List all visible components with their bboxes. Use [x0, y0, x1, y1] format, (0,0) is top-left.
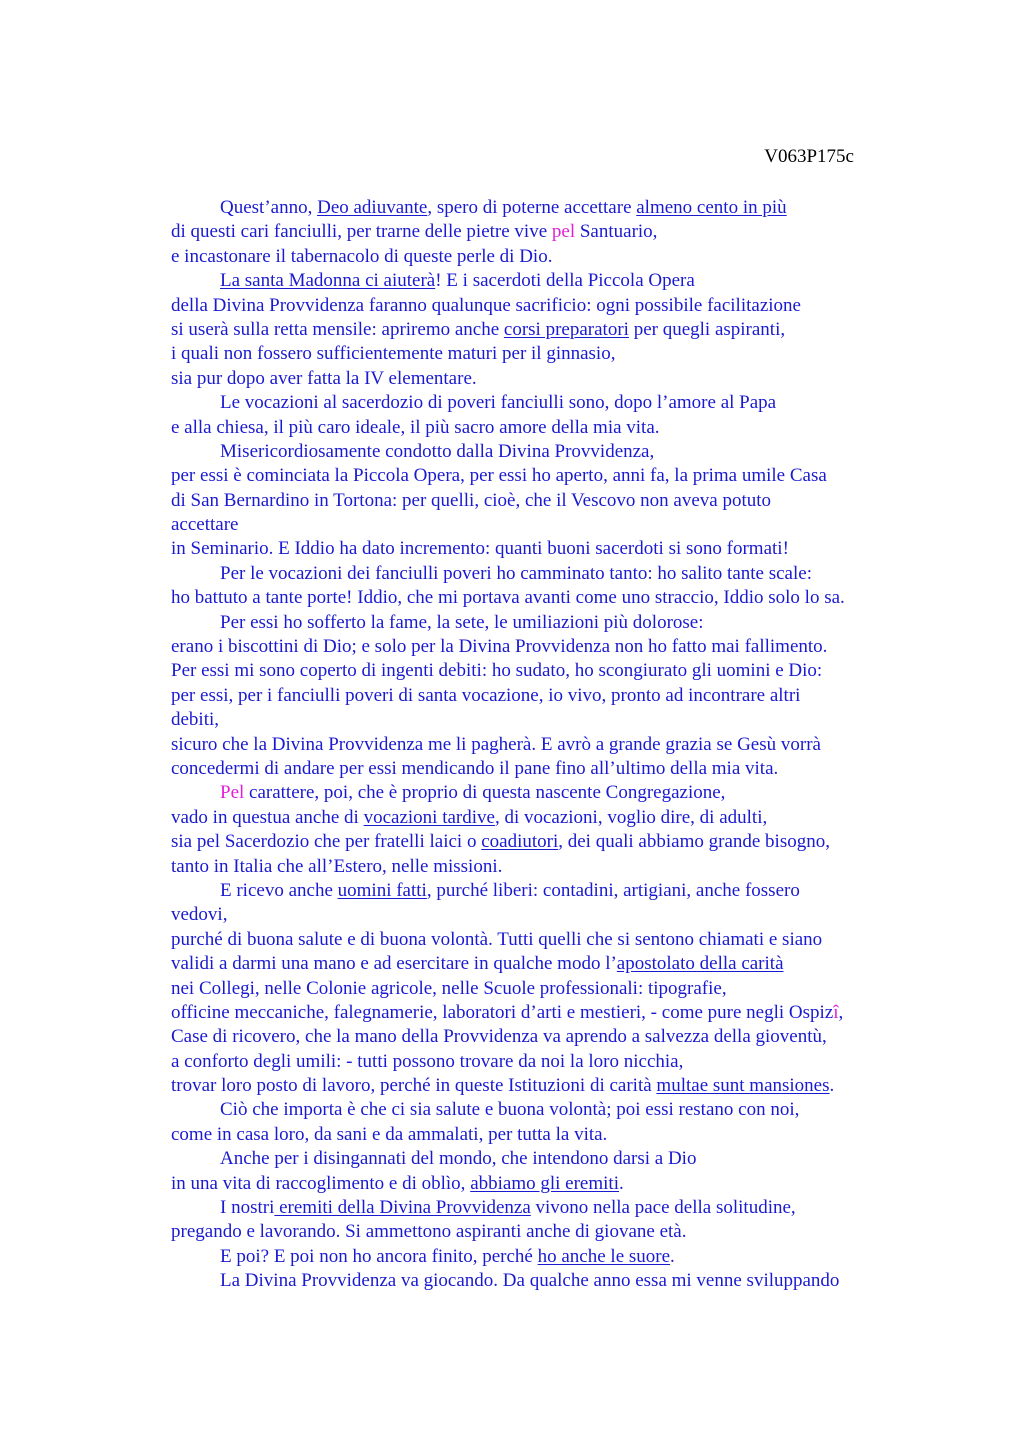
text-segment: Anche per i disingannati del mondo, che intendono darsi a Dio [220, 1148, 697, 1170]
text-line [171, 806, 931, 830]
text-segment: per essi è cominciata la Piccola Opera, per essi ho aperto, anni fa, la prima umile Casa [171, 465, 827, 487]
text-line [171, 416, 931, 440]
text-segment: in Seminario. E Iddio ha dato incremento: quanti buoni sacerdoti si sono formati! [171, 538, 789, 560]
text-segment: debiti, [171, 709, 220, 731]
text-line [171, 659, 931, 683]
text-line [171, 1220, 931, 1244]
text-line [171, 830, 931, 854]
text-segment: di questi cari fanciulli, per trarne delle pietre vive [171, 221, 552, 243]
highlighted-word: pel [551, 221, 576, 243]
text-line [171, 635, 931, 659]
text-segment: validi a darmi una mano e ad esercitare in qualche modo l’ [171, 953, 617, 975]
text-segment: . [618, 1172, 624, 1194]
text-line [171, 318, 931, 342]
underlined-phrase: apostolato della carità [616, 953, 784, 975]
highlighted-word: î [833, 1001, 839, 1023]
text-line [171, 1098, 931, 1122]
text-line [171, 1196, 931, 1220]
text-segment: ho battuto a tante porte! Iddio, che mi portava avanti come uno straccio, Iddio solo lo sa. [171, 587, 845, 609]
text-line [171, 1245, 931, 1269]
text-line [171, 1147, 931, 1171]
text-segment: accettare [171, 514, 239, 536]
text-segment: vado in questua anche di [171, 806, 364, 828]
text-segment: pregando e lavorando. Si ammettono aspiranti anche di giovane età. [171, 1221, 687, 1243]
text-segment: Quest’anno, [220, 197, 318, 218]
text-line [171, 928, 931, 952]
text-line [171, 757, 931, 781]
text-segment: , purché liberi: contadini, artigiani, anche fossero [426, 879, 800, 901]
text-segment: I nostri [220, 1197, 275, 1219]
text-segment: Per essi mi sono coperto di ingenti debiti: ho sudato, ho scongiurato gli uomini e Dio: [171, 660, 823, 682]
underlined-phrase: corsi preparatori [503, 318, 629, 340]
text-segment: purché di buona salute e di buona volontà. Tutti quelli che si sentono chiamati e siano [171, 928, 823, 950]
text-line [171, 1123, 931, 1147]
text-line [171, 562, 931, 586]
underlined-phrase: La santa Madonna ci aiuterà [220, 270, 436, 292]
text-line [171, 294, 931, 318]
text-line [171, 342, 931, 366]
text-segment: Per le vocazioni dei fanciulli poveri ho camminato tanto: ho salito tante scale: [220, 562, 812, 584]
text-segment: Misericordiosamente condotto dalla Divina Provvidenza, [220, 440, 655, 462]
text-segment: . [829, 1075, 835, 1097]
text-segment: nei Collegi, nelle Colonie agricole, nelle Scuole professionali: tipografie, [171, 977, 727, 999]
text-segment: e alla chiesa, il più caro ideale, il più sacro amore della mia vita. [171, 416, 660, 438]
underlined-phrase: abbiamo gli eremiti [470, 1172, 619, 1194]
text-segment: a conforto degli umili: - tutti possono trovare da noi la loro nicchia, [171, 1050, 684, 1072]
text-line [171, 513, 931, 537]
text-line [171, 1050, 931, 1074]
text-segment: vivono nella pace della solitudine, [530, 1197, 796, 1219]
text-line [171, 855, 931, 879]
text-segment: come in casa loro, da sani e da ammalati, per tutta la vita. [171, 1123, 608, 1145]
text-segment: Le vocazioni al sacerdozio di poveri fanciulli sono, dopo l’amore al Papa [220, 392, 777, 414]
text-line [171, 781, 931, 805]
text-line [171, 537, 931, 561]
text-segment: di San Bernardino in Tortona: per quelli, cioè, che il Vescovo non aveva potuto [171, 489, 772, 511]
text-line [171, 1074, 931, 1098]
text-segment: E ricevo anche [220, 879, 338, 901]
underlined-phrase: coadiutori [481, 831, 559, 853]
text-line [171, 220, 931, 244]
text-line [171, 464, 931, 488]
text-segment: , di vocazioni, voglio dire, di adulti, [494, 806, 768, 828]
text-segment: in una vita di raccoglimento e di oblìo, [171, 1172, 471, 1194]
text-line [171, 440, 931, 464]
highlighted-word: Pel [220, 782, 245, 804]
text-segment: della Divina Provvidenza faranno qualunque sacrificio: ogni possibile facilitazione [171, 294, 801, 316]
text-line [171, 1269, 931, 1293]
text-segment: E poi? E poi non ho ancora finito, perché [220, 1245, 538, 1267]
text-line [171, 391, 931, 415]
text-segment: tanto in Italia che all’Estero, nelle missioni. [171, 855, 503, 877]
text-line [171, 684, 931, 708]
text-segment: carattere, poi, che è proprio di questa nascente Congregazione, [244, 782, 726, 804]
text-segment: e incastonare il tabernacolo di queste perle di Dio. [171, 245, 553, 267]
text-segment: Santuario, [575, 221, 658, 243]
text-line [171, 367, 931, 391]
page-id-label: V063P175c [764, 146, 854, 167]
text-line [171, 879, 931, 903]
text-segment: sia pur dopo aver fatta la IV elementare. [171, 367, 477, 389]
text-line [171, 489, 931, 513]
text-segment: vedovi, [171, 904, 228, 926]
underlined-phrase: Deo adiuvante [317, 197, 428, 218]
underlined-phrase: eremiti della Divina Provvidenza [274, 1197, 531, 1219]
text-line [171, 733, 931, 757]
text-segment: , spero di poterne accettare [427, 197, 637, 218]
text-line [171, 245, 931, 269]
text-line [171, 196, 931, 220]
text-line [171, 708, 931, 732]
text-segment: per essi, per i fanciulli poveri di santa vocazione, io vivo, pronto ad incontrare altri [171, 684, 801, 706]
text-segment: sia pel Sacerdozio che per fratelli laici o [171, 831, 482, 853]
text-segment: Per essi ho sofferto la fame, la sete, le umiliazioni più dolorose: [220, 611, 704, 633]
text-segment: Ciò che importa è che ci sia salute e buona volontà; poi essi restano con noi, [220, 1099, 800, 1121]
text-segment: Case di ricovero, che la mano della Provvidenza va aprendo a salvezza della gioventù, [171, 1026, 827, 1048]
text-line [171, 269, 931, 293]
text-segment: concedermi di andare per essi mendicando il pane fino all’ultimo della mia vita. [171, 757, 779, 779]
text-segment: , [838, 1001, 844, 1023]
underlined-phrase: ho anche le suore [537, 1245, 671, 1267]
text-segment: per quegli aspiranti, [628, 318, 786, 340]
text-segment: , dei quali abbiamo grande bisogno, [558, 831, 830, 853]
underlined-phrase: almeno cento in più [636, 197, 787, 218]
text-line [171, 611, 931, 635]
text-segment: trovar loro posto di lavoro, perché in queste Istituzioni di carità [171, 1075, 657, 1097]
text-line [171, 952, 931, 976]
text-line [171, 1025, 931, 1049]
text-line [171, 586, 931, 610]
underlined-phrase: vocazioni tardive [363, 806, 495, 828]
body-text [171, 196, 931, 1294]
text-segment: officine meccaniche, falegnamerie, laboratori d’arti e mestieri, - come pure negli Ospiz [171, 1001, 834, 1023]
text-segment: . [670, 1245, 675, 1267]
text-segment: ! E i sacerdoti della Piccola Opera [435, 270, 695, 292]
text-segment: erano i biscottini di Dio; e solo per la Divina Provvidenza non ho fatto mai fallimento. [171, 636, 828, 658]
text-segment: si userà sulla retta mensile: apriremo anche [171, 318, 504, 340]
text-line [171, 977, 931, 1001]
underlined-phrase: uomini fatti [337, 879, 427, 901]
text-line [171, 1001, 931, 1025]
text-segment: i quali non fossero sufficientemente maturi per il ginnasio, [171, 343, 616, 365]
text-segment: La Divina Provvidenza va giocando. Da qualche anno essa mi venne sviluppando [220, 1270, 840, 1292]
underlined-phrase: multae sunt mansiones [656, 1075, 830, 1097]
text-line [171, 903, 931, 927]
text-segment: sicuro che la Divina Provvidenza me li pagherà. E avrò a grande grazia se Gesù vorrà [171, 733, 821, 755]
text-line [171, 1172, 931, 1196]
